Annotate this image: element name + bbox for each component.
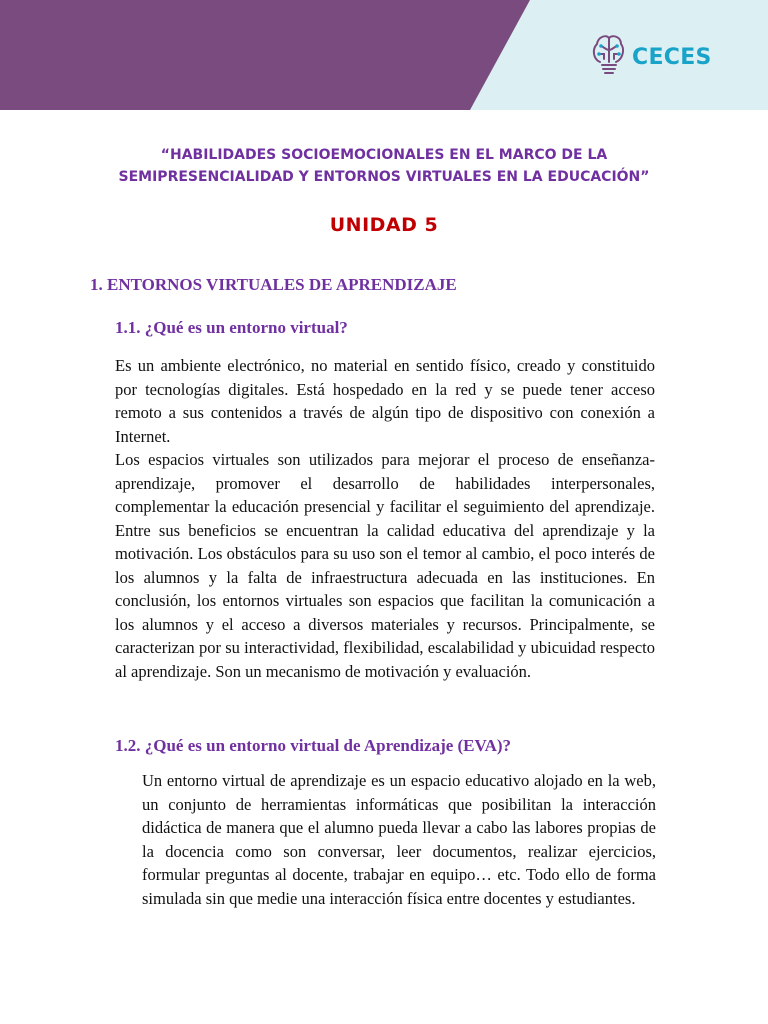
unit-title: UNIDAD 5: [329, 214, 439, 236]
logo-text: CECES: [632, 44, 712, 70]
paragraph-2: Los espacios virtuales son utilizados para mejorar el proceso de enseñanza-aprendizaje, promover el desarrollo de habilidades interpersonales, complementar la educación presencial y facilitar el seguimiento del aprendizaje. Entre sus beneficios se encuentran la calidad educativa del aprendizaje y la motivación. Los obstáculos para su uso son el temor al cambio, el poco interés de los alumnos y la falta de infraestructura adecuada en las instituciones. En conclusión, los entornos virtuales son espacios que facilitan la comunicación a los alumnos y el acceso a diversos materiales y recursos. Principalmente, se caracterizan por su interactividad, flexibilidad, escalabilidad y ubicuidad respecto al aprendizaje. Son un mecanismo de motivación y evaluación.: [115, 450, 655, 681]
brain-lightbulb-icon: [590, 32, 626, 82]
section-heading-1: 1. ENTORNOS VIRTUALES DE APRENDIZAJE: [90, 275, 457, 294]
subsection-heading-1-1: 1.1. ¿Qué es un entorno virtual?: [115, 318, 348, 337]
document-title-line-2: SEMIPRESENCIALIDAD Y ENTORNOS VIRTUALES EN LA EDUCACIÓN”: [118, 169, 650, 185]
paragraph-3: Un entorno virtual de aprendizaje es un espacio educativo alojado en la web, un conjunto de herramientas informáticas que posibilitan la interacción didáctica de manera que el alumno pueda llevar a cabo las labores propias de la docencia como son conversar, leer documentos, realizar ejercicios, formular preguntas al docente, trabajar en equipo… etc. Todo ello de forma simulada sin que medie una interacción física entre docentes y estudiantes.: [142, 771, 656, 908]
paragraph-1: Es un ambiente electrónico, no material en sentido físico, creado y constituido por tecnologías digitales. Está hospedado en la red y se puede tener acceso remoto a sus contenidos a través de algún tipo de dispositivo con conexión a Internet.: [115, 356, 655, 446]
document-title: [60, 144, 708, 188]
ceces-logo: [590, 27, 720, 87]
document-title-line-1: “HABILIDADES SOCIOEMOCIONALES EN EL MARCO DE LA: [160, 147, 608, 163]
subsection-heading-1-2: 1.2. ¿Qué es un entorno virtual de Aprendizaje (EVA)?: [115, 736, 512, 755]
